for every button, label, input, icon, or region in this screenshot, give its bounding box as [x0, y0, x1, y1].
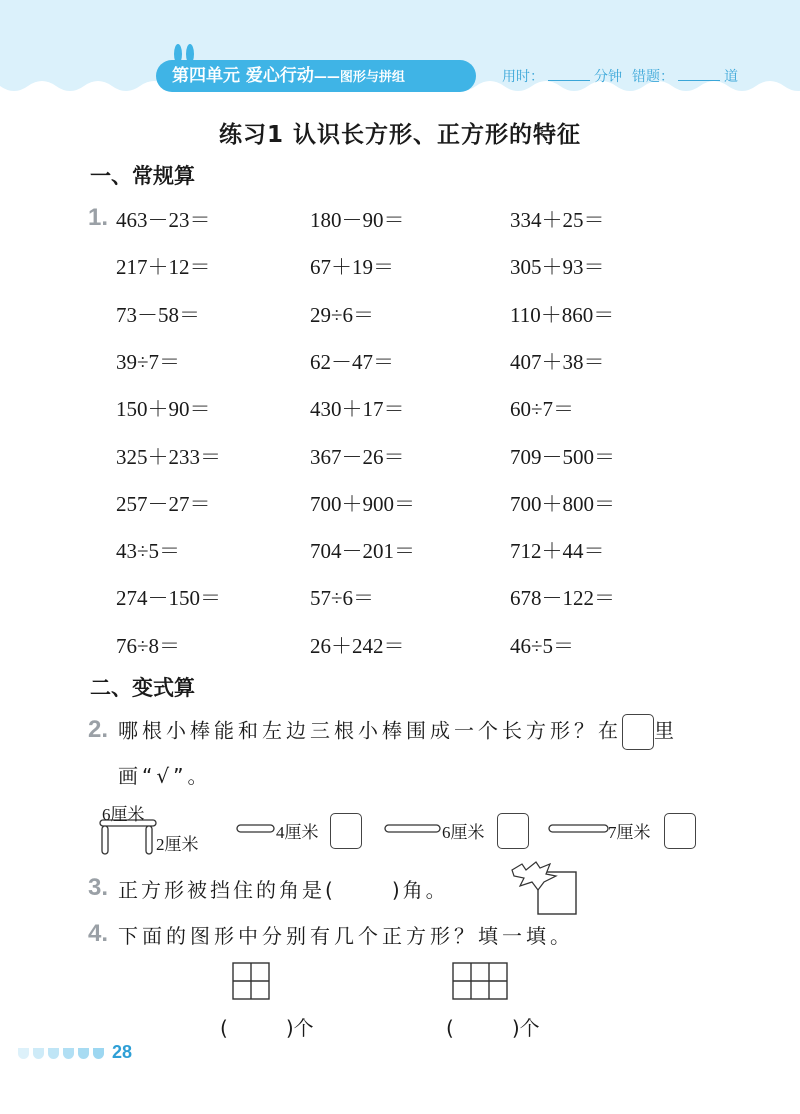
calc-item: 150＋90＝ [116, 397, 211, 421]
q2-example-box [622, 714, 654, 750]
q4-text: 下面的图形中分别有几个正方形？填一填。 [118, 924, 574, 948]
calc-item: 57÷6＝ [310, 586, 375, 610]
q3-text [118, 874, 449, 903]
covered-square-figure [508, 860, 578, 916]
time-blank[interactable] [548, 67, 590, 81]
calc-item: 274－150＝ [116, 586, 221, 610]
calc-item: 43÷5＝ [116, 539, 181, 563]
page-number: 28 [112, 1042, 133, 1062]
q4-answer-1-open: ( [220, 1016, 228, 1040]
calc-item: 305＋93＝ [510, 255, 605, 279]
frame-top-label: 6厘米 [102, 805, 145, 824]
unit-title-badge [156, 60, 476, 92]
calc-item: 67＋19＝ [310, 255, 394, 279]
calc-item: 704－201＝ [310, 539, 415, 563]
option-3-answer-box[interactable] [664, 813, 696, 849]
stick-option-2 [384, 824, 442, 834]
footer-dots [18, 1048, 104, 1059]
unit-subtitle: ——图形与拼组 [313, 70, 405, 85]
q4-number: 4. [88, 920, 109, 947]
q4-answer-2 [446, 1012, 540, 1041]
errors-blank[interactable] [678, 67, 720, 81]
calc-item: 39÷7＝ [116, 350, 181, 374]
q4-answer-2-open: ( [446, 1016, 454, 1040]
calc-item: 463－23＝ [116, 208, 211, 232]
calc-item: 407＋38＝ [510, 350, 605, 374]
count-label: 道 [724, 69, 738, 85]
calc-item: 712＋44＝ [510, 539, 605, 563]
calc-item: 46÷5＝ [510, 634, 575, 658]
option-2-answer-box[interactable] [497, 813, 529, 849]
q2-text-a: 哪根小棒能和左边三根小棒围成一个长方形？在 [118, 718, 622, 743]
q2-text-line1 [118, 714, 678, 750]
option-1-answer-box[interactable] [330, 813, 362, 849]
calc-item: 325＋233＝ [116, 445, 221, 469]
page-title: 练习1 认识长方形、正方形的特征 [218, 122, 581, 148]
calc-item: 29÷6＝ [310, 303, 375, 327]
q3-text-a: 正方形被挡住的角是( [118, 878, 336, 902]
grid-2x3-figure [452, 962, 510, 1002]
calc-item: 709－500＝ [510, 445, 615, 469]
timing-fields [502, 66, 738, 86]
errors-label: 错题： [632, 69, 674, 85]
q4-answer-1 [220, 1012, 314, 1041]
calc-item: 110＋860＝ [510, 303, 615, 327]
calc-item: 180－90＝ [310, 208, 405, 232]
q3-text-b: )角。 [391, 878, 449, 902]
calc-item: 217＋12＝ [116, 255, 211, 279]
stick-option-3 [548, 824, 610, 834]
option-2-label: 6厘米 [442, 823, 485, 842]
calc-item: 700＋900＝ [310, 492, 415, 516]
q2-text-line2: 画“√”。 [118, 764, 212, 788]
calc-item: 700＋800＝ [510, 492, 615, 516]
calc-item: 76÷8＝ [116, 634, 181, 658]
calc-item: 430＋17＝ [310, 397, 405, 421]
section2-heading: 二、变式算 [90, 676, 195, 700]
q4-answer-1-close: )个 [285, 1016, 314, 1040]
option-1-label: 4厘米 [276, 823, 319, 842]
calc-item: 26＋242＝ [310, 634, 405, 658]
option-3-label: 7厘米 [608, 823, 651, 842]
q2-number: 2. [88, 716, 109, 743]
q3-number: 3. [88, 874, 109, 901]
calc-item: 367－26＝ [310, 445, 405, 469]
calc-item: 73－58＝ [116, 303, 200, 327]
grid-2x2-figure [232, 962, 272, 1002]
calc-item: 62－47＝ [310, 350, 394, 374]
section1-heading: 一、常规算 [90, 164, 195, 188]
calc-item: 678－122＝ [510, 586, 615, 610]
q4-answer-2-close: )个 [511, 1016, 540, 1040]
frame-side-label: 2厘米 [156, 835, 199, 854]
calc-item: 60÷7＝ [510, 397, 575, 421]
unit-title: 第四单元 爱心行动 [172, 66, 314, 86]
calc-item: 334＋25＝ [510, 208, 605, 232]
stick-option-1 [236, 824, 276, 834]
q1-number: 1. [88, 204, 109, 231]
minute-label: 分钟 [594, 69, 622, 85]
q2-text-b: 里 [654, 718, 678, 743]
calc-item: 257－27＝ [116, 492, 211, 516]
time-label: 用时： [502, 69, 544, 85]
